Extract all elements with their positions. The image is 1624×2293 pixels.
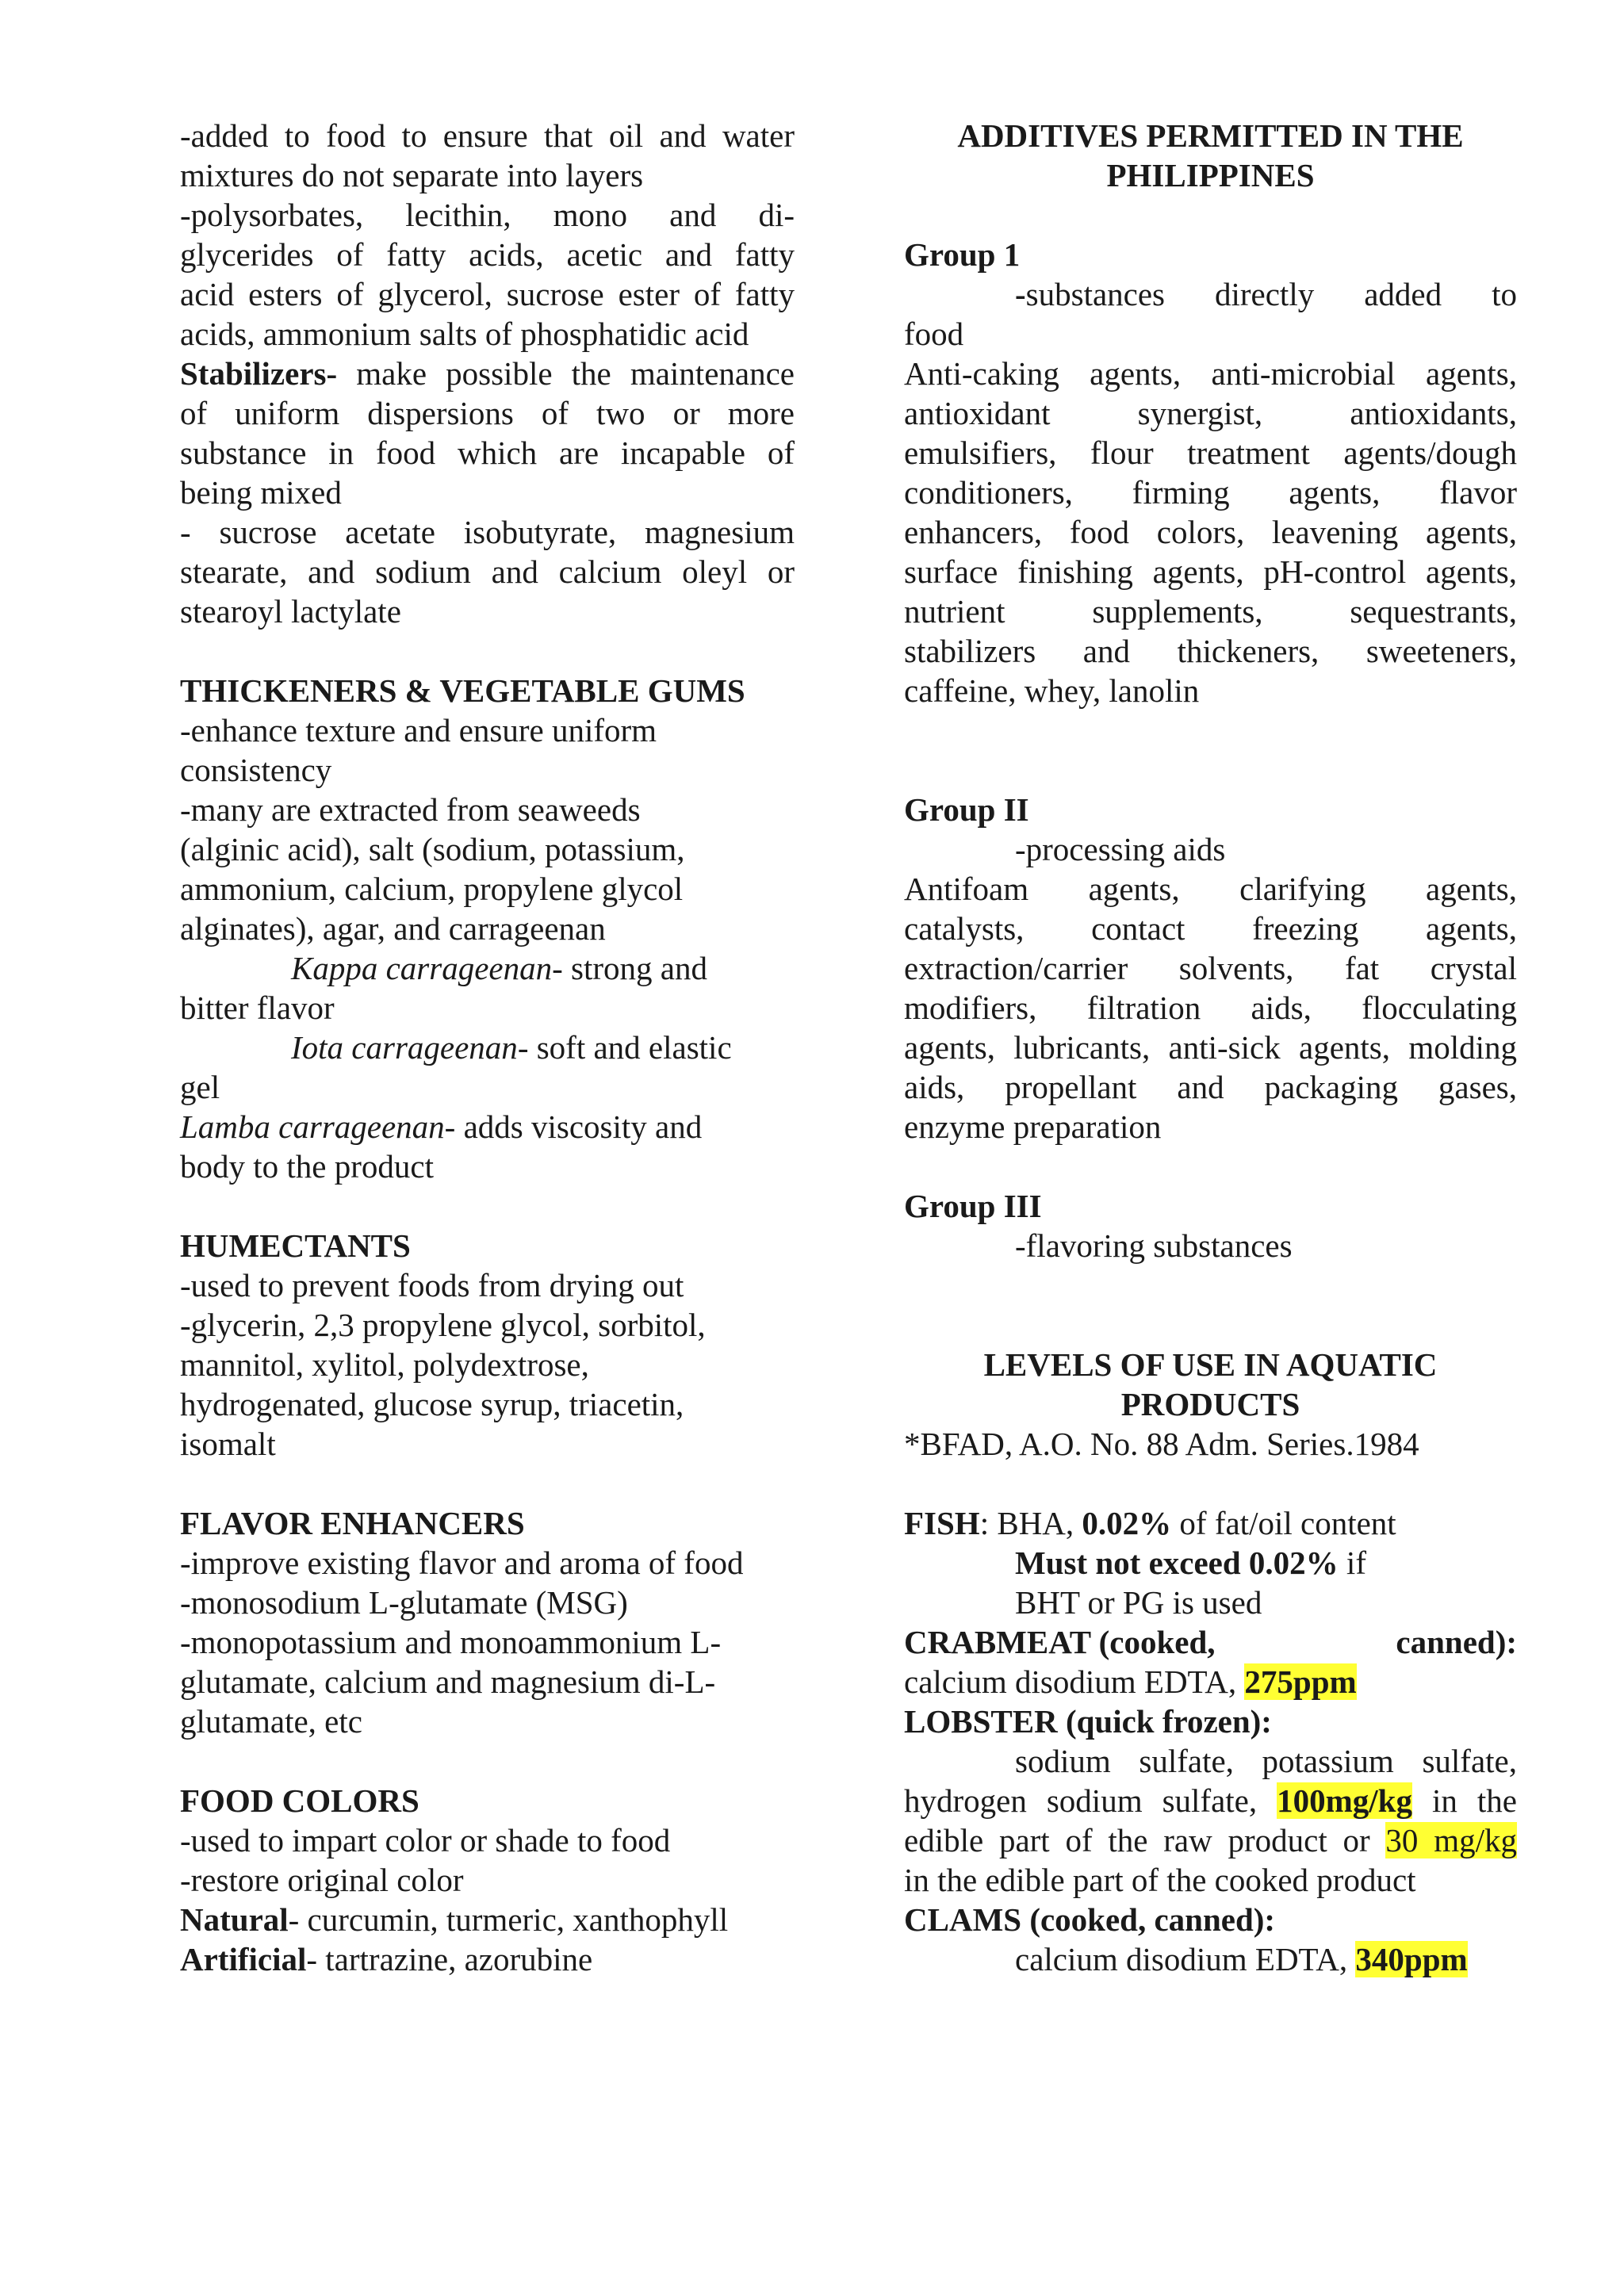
thickeners-line: -many are extracted from seaweeds [180,791,641,828]
emulsifier-examples: -polysorbates, lecithin, mono and di- [180,197,795,233]
lobster-entry-cont: in the edible part of the cooked product [904,1862,1416,1898]
natural-colors: Natural- curcumin, turmeric, xanthophyll [180,1901,729,1938]
additives-heading: ADDITIVES PERMITTED IN THE [957,117,1464,154]
fish-entry: FISH: BHA, 0.02% of fat/oil content [904,1505,1396,1541]
fish-limit-cont: BHT or PG is used [1015,1584,1262,1621]
group1-list: surface finishing agents, pH-control agents, [904,553,1517,590]
stabilizers-definition-cont: substance in food which are incapable of [180,434,795,471]
stabilizers-label: Stabilizers- [180,355,338,392]
thickeners-line: -enhance texture and ensure uniform [180,712,657,748]
lamba-carrageenan-cont: body to the product [180,1148,434,1185]
stabilizers-definition-cont: of uniform dispersions of two or more [180,395,795,431]
lobster-value-highlight: 100mg/kg [1277,1782,1412,1819]
stabilizers-examples-cont: stearoyl lactylate [180,593,401,630]
stabilizers-definition: Stabilizers- make possible the maintenance [180,355,795,392]
food-colors-line: -used to impart color or shade to food [180,1822,671,1859]
lobster-entry-cont: edible part of the raw product or 30 mg/kg [904,1822,1517,1859]
levels-heading: LEVELS OF USE IN AQUATIC [983,1346,1438,1383]
group3-heading: Group III [904,1188,1042,1224]
right-column [904,116,1517,1979]
lobster-heading: LOBSTER (quick frozen): [904,1703,1272,1740]
group1-list: enhancers, food colors, leavening agents, [904,514,1517,550]
group1-list: emulsifiers, flour treatment agents/dough [904,434,1517,471]
emulsifier-examples-cont: acids, ammonium salts of phosphatidic acid [180,316,749,352]
lobster-entry: sodium sulfate, potassium sulfate, [1015,1743,1517,1779]
thickeners-heading: THICKENERS & VEGETABLE GUMS [180,672,745,709]
kappa-carrageenan-cont: bitter flavor [180,990,335,1026]
crabmeat-value-highlight: 275ppm [1244,1663,1357,1700]
emulsifier-examples-cont: glycerides of fatty acids, acetic and fatty [180,236,795,273]
humectants-line: mannitol, xylitol, polydextrose, [180,1346,589,1383]
group1-description-cont: food [904,316,964,352]
clams-heading: CLAMS (cooked, canned): [904,1901,1276,1938]
stabilizers-examples: - sucrose acetate isobutyrate, magnesium [180,514,795,550]
stabilizers-definition-cont: being mixed [180,474,342,511]
group1-list: nutrient supplements, sequestrants, [904,593,1517,630]
kappa-carrageenan: Kappa carrageenan- strong and [291,950,707,986]
group2-list: agents, lubricants, anti-sick agents, molding [904,1029,1517,1066]
iota-carrageenan-cont: gel [180,1069,220,1105]
flavor-line: -monosodium L-glutamate (MSG) [180,1584,628,1621]
flavor-line: glutamate, etc [180,1703,362,1740]
group2-list: catalysts, contact freezing agents, [904,910,1517,947]
group2-list: enzyme preparation [904,1108,1162,1145]
levels-heading-cont: PRODUCTS [1120,1386,1300,1422]
thickeners-line: ammonium, calcium, propylene glycol [180,871,684,907]
group2-list: modifiers, filtration aids, flocculating [904,990,1517,1026]
lamba-carrageenan: Lamba carrageenan- adds viscosity and [180,1108,703,1145]
lobster-entry-cont: hydrogen sodium sulfate, 100mg/kg in the [904,1782,1517,1819]
food-colors-line: -restore original color [180,1862,464,1898]
crabmeat-heading: CRABMEAT (cooked, canned): [904,1624,1517,1660]
group3-description: -flavoring substances [1015,1227,1293,1264]
thickeners-line: alginates), agar, and carrageenan [180,910,606,947]
flavor-line: glutamate, calcium and magnesium di-L- [180,1663,716,1700]
emulsifier-examples-cont: acid esters of glycerol, sucrose ester of fatty [180,276,795,312]
group1-list: stabilizers and thickeners, sweeteners, [904,633,1517,669]
thickeners-line: (alginic acid), salt (sodium, potassium, [180,831,685,867]
group1-heading: Group 1 [904,236,1021,273]
group1-list: antioxidant synergist, antioxidants, [904,395,1517,431]
stabilizers-examples-cont: stearate, and sodium and calcium oleyl or [180,553,795,590]
fish-limit: Must not exceed 0.02% if [1015,1545,1366,1581]
humectants-line: -used to prevent foods from drying out [180,1267,684,1303]
clams-entry: calcium disodium EDTA, 340ppm [1015,1941,1468,1977]
food-colors-heading: FOOD COLORS [180,1782,419,1819]
lobster-value-highlight: 30 mg/kg [1385,1822,1517,1859]
humectants-line: isomalt [180,1426,276,1462]
additives-heading-cont: PHILIPPINES [1106,157,1315,193]
humectants-line: -glycerin, 2,3 propylene glycol, sorbitol, [180,1307,706,1343]
group1-list: conditioners, firming agents, flavor [904,474,1517,511]
group1-list: caffeine, whey, lanolin [904,672,1200,709]
thickeners-line: consistency [180,752,332,788]
group2-list: Antifoam agents, clarifying agents, [904,871,1517,907]
group2-heading: Group II [904,791,1029,828]
group2-list: aids, propellant and packaging gases, [904,1069,1517,1105]
group1-description: -substances directly added to [1015,276,1517,312]
clams-value-highlight: 340ppm [1355,1941,1468,1977]
group2-list: extraction/carrier solvents, fat crystal [904,950,1517,986]
artificial-colors: Artificial- tartrazine, azorubine [180,1941,593,1977]
emulsifier-description: -added to food to ensure that oil and water [180,117,795,154]
flavor-line: -improve existing flavor and aroma of food [180,1545,744,1581]
humectants-heading: HUMECTANTS [180,1227,411,1264]
left-column [180,116,795,1979]
crabmeat-entry: calcium disodium EDTA, 275ppm [904,1663,1357,1700]
flavor-line: -monopotassium and monoammonium L- [180,1624,722,1660]
flavor-enhancers-heading: FLAVOR ENHANCERS [180,1505,525,1541]
group1-list: Anti-caking agents, anti-microbial agents, [904,355,1517,392]
humectants-line: hydrogenated, glucose syrup, triacetin, [180,1386,684,1422]
levels-reference: *BFAD, A.O. No. 88 Adm. Series.1984 [904,1426,1419,1462]
emulsifier-description-cont: mixtures do not separate into layers [180,157,644,193]
iota-carrageenan: Iota carrageenan- soft and elastic [291,1029,732,1066]
group2-description: -processing aids [1015,831,1226,867]
